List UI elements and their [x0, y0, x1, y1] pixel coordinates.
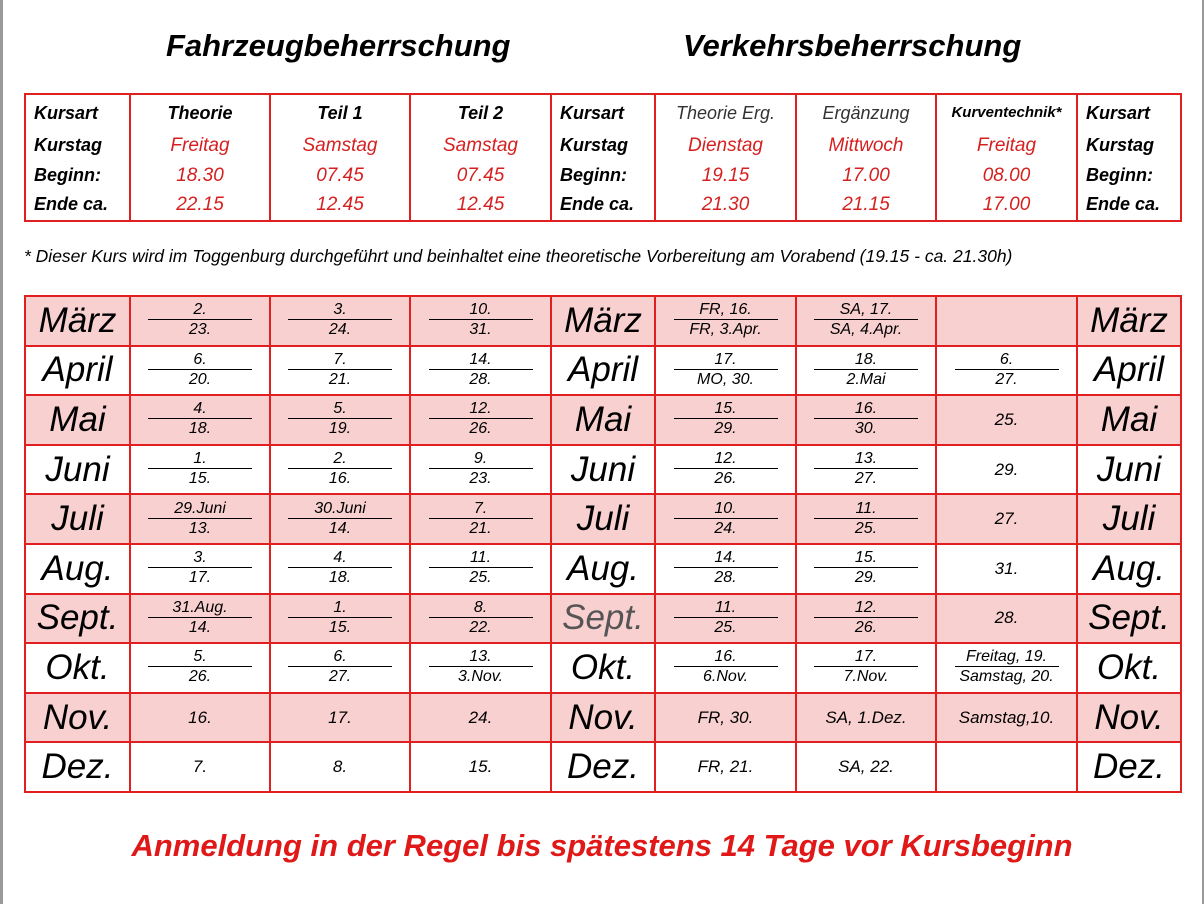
- date-second: MO, 30.: [697, 370, 754, 388]
- date-second: 23.: [188, 321, 212, 339]
- date-first: 3.: [148, 549, 252, 568]
- label-ende: Ende ca.: [560, 194, 635, 214]
- date-single: 7.: [130, 742, 270, 792]
- left-border: [0, 0, 3, 904]
- course-name: Teil 1: [317, 103, 363, 123]
- course-end: 17.00: [982, 194, 1031, 215]
- empty-cell: [936, 742, 1077, 792]
- date-pair: [410, 346, 551, 396]
- date-second: 30.: [854, 420, 878, 438]
- month-name: Sept.: [551, 594, 655, 644]
- date-first: 10.: [674, 500, 778, 519]
- course-name: Teil 2: [457, 103, 504, 123]
- date-single: 8.: [270, 742, 410, 792]
- date-pair: [410, 445, 551, 495]
- date-first: 7.: [429, 500, 533, 519]
- date-second: 15.: [328, 618, 352, 636]
- date-pair: [130, 494, 270, 544]
- month-name: Sept.: [25, 594, 130, 644]
- date-pair: [796, 643, 936, 693]
- date-first: 12.: [814, 599, 918, 618]
- month-name: Dez.: [25, 742, 130, 792]
- label-kurstag: Kurstag: [1086, 135, 1155, 155]
- date-single: 16.: [130, 693, 270, 743]
- date-second: 18.: [328, 569, 352, 587]
- date-single: FR, 30.: [655, 693, 796, 743]
- date-first: 4.: [148, 400, 252, 419]
- date-first: 11.: [674, 599, 778, 618]
- month-name: Okt.: [1077, 643, 1181, 693]
- date-pair: [410, 494, 551, 544]
- month-row: [25, 445, 1181, 495]
- date-pair: [130, 445, 270, 495]
- date-single: SA, 1.Dez.: [796, 693, 936, 743]
- month-row: [25, 346, 1181, 396]
- date-second: 27.: [328, 668, 352, 686]
- date-first: FR, 16.: [674, 301, 778, 320]
- date-pair: [410, 643, 551, 693]
- date-first: 12.: [674, 450, 778, 469]
- date-pair: [796, 445, 936, 495]
- heading-fahrzeug: Fahrzeugbeherrschung: [166, 28, 511, 63]
- registration-notice: Anmeldung in der Regel bis spätestens 14 Tage vor Kursbeginn: [131, 828, 1073, 863]
- date-second: SA, 4.Apr.: [829, 321, 903, 339]
- date-pair: [130, 594, 270, 644]
- course-day: Mittwoch: [828, 135, 904, 156]
- month-name: Dez.: [1077, 742, 1181, 792]
- month-name: April: [1077, 346, 1181, 396]
- label-beginn: Beginn:: [560, 164, 627, 185]
- date-second: 14.: [328, 519, 352, 537]
- date-second: 25.: [714, 618, 737, 636]
- date-second: 28.: [714, 569, 737, 587]
- date-second: 21.: [328, 370, 352, 388]
- date-first: 13.: [429, 648, 533, 667]
- date-pair: [270, 445, 410, 495]
- month-name: Sept.: [1077, 594, 1181, 644]
- date-pair: [655, 296, 796, 346]
- date-pair: [270, 296, 410, 346]
- date-first: 8.: [429, 599, 533, 618]
- month-name: Nov.: [25, 693, 130, 743]
- date-pair: [410, 395, 551, 445]
- heading-verkehr: Verkehrsbeherrschung: [683, 28, 1022, 63]
- label-column-right: [1077, 94, 1181, 221]
- course-day: Freitag: [170, 135, 230, 156]
- date-first: SA, 17.: [814, 301, 918, 320]
- course-column: [270, 94, 410, 221]
- date-pair: [270, 494, 410, 544]
- label-beginn: Beginn:: [1086, 164, 1153, 185]
- date-pair: [130, 296, 270, 346]
- date-first: 14.: [674, 549, 778, 568]
- date-first: 2.: [148, 301, 252, 320]
- date-pair: [130, 395, 270, 445]
- course-name: Ergänzung: [822, 103, 910, 123]
- course-start: 19.15: [701, 164, 750, 186]
- course-column: [655, 94, 796, 221]
- date-second: 25.: [469, 569, 492, 587]
- label-beginn: Beginn:: [34, 164, 101, 185]
- month-name: Dez.: [551, 742, 655, 792]
- date-first: 2.: [288, 450, 392, 469]
- date-single: 15.: [410, 742, 551, 792]
- month-name: März: [551, 296, 655, 346]
- month-name: Nov.: [1077, 693, 1181, 743]
- date-single: 24.: [410, 693, 551, 743]
- date-second: 20.: [188, 370, 212, 388]
- course-day: Samstag: [302, 135, 378, 156]
- empty-cell: [936, 296, 1077, 346]
- date-second: 13.: [188, 519, 212, 537]
- date-second: 16.: [328, 470, 352, 488]
- date-pair: [130, 544, 270, 594]
- date-pair: [936, 346, 1077, 396]
- date-second: 24.: [714, 519, 737, 537]
- date-first: 12.: [429, 400, 533, 419]
- date-pair: [796, 296, 936, 346]
- date-second: 23.: [469, 470, 492, 488]
- course-column: [796, 94, 936, 221]
- course-day: Dienstag: [688, 135, 763, 156]
- date-first: 1.: [288, 599, 392, 618]
- course-day: Samstag: [443, 135, 518, 156]
- date-pair: [270, 544, 410, 594]
- month-row: [25, 494, 1181, 544]
- date-pair: [655, 643, 796, 693]
- month-name: Nov.: [551, 693, 655, 743]
- date-second: 26.: [854, 618, 878, 636]
- date-second: 18.: [188, 420, 212, 438]
- course-start: 07.45: [456, 164, 505, 186]
- course-end: 21.15: [842, 194, 890, 215]
- date-pair: [130, 643, 270, 693]
- date-pair: [270, 395, 410, 445]
- label-column-left: [25, 94, 130, 221]
- date-second: 3.Nov.: [457, 668, 504, 686]
- date-pair: [796, 395, 936, 445]
- course-end: 21.30: [701, 194, 750, 215]
- month-row: [25, 693, 1181, 743]
- label-ende: Ende ca.: [34, 194, 109, 214]
- label-ende: Ende ca.: [1086, 194, 1161, 214]
- date-second: 26.: [714, 470, 737, 488]
- month-row: [25, 395, 1181, 445]
- date-first: 15.: [674, 400, 778, 419]
- course-start: 17.00: [842, 164, 890, 186]
- label-kursart: Kursart: [560, 103, 625, 123]
- month-name: Juli: [25, 494, 130, 544]
- date-first: 7.: [288, 351, 392, 370]
- date-first: 16.: [814, 400, 918, 419]
- date-second: 24.: [328, 321, 352, 339]
- month-name: April: [551, 346, 655, 396]
- date-first: 17.: [674, 351, 778, 370]
- date-pair: [270, 346, 410, 396]
- date-first: 6.: [955, 351, 1059, 370]
- month-name: Juni: [1077, 445, 1181, 495]
- date-first: 31.Aug.: [148, 599, 252, 618]
- footnote: * Dieser Kurs wird im Toggenburg durchgeführt und beinhaltet eine theoretische Vorbereitung am Vorabend (19.15 - ca. 21.30h): [24, 246, 1013, 266]
- month-row: [25, 296, 1181, 346]
- date-single: Samstag,10.: [936, 693, 1077, 743]
- date-first: 29.Juni: [148, 500, 252, 519]
- date-first: 14.: [429, 351, 533, 370]
- date-second: 29.: [714, 420, 737, 438]
- month-name: Aug.: [1077, 544, 1181, 594]
- date-first: 4.: [288, 549, 392, 568]
- date-first: 1.: [148, 450, 252, 469]
- date-first: 17.: [814, 648, 918, 667]
- month-name: Mai: [551, 395, 655, 445]
- course-end: 12.45: [456, 194, 505, 215]
- date-first: 18.: [814, 351, 918, 370]
- date-second: FR, 3.Apr.: [689, 321, 762, 339]
- course-end: 12.45: [316, 194, 364, 215]
- date-pair: [655, 395, 796, 445]
- date-second: 17.: [188, 569, 212, 587]
- month-row: [25, 742, 1181, 792]
- date-single: 28.: [936, 594, 1077, 644]
- date-single: 17.: [270, 693, 410, 743]
- month-name: Juli: [551, 494, 655, 544]
- date-pair: [130, 346, 270, 396]
- course-column: [936, 94, 1077, 221]
- course-dates-table: [24, 295, 1182, 793]
- date-pair: [796, 346, 936, 396]
- date-pair: [796, 494, 936, 544]
- month-name: Okt.: [25, 643, 130, 693]
- date-first: 11.: [429, 549, 533, 568]
- date-second: 27.: [854, 470, 878, 488]
- label-column-middle: [551, 94, 655, 221]
- month-name: April: [25, 346, 130, 396]
- course-start: 08.00: [982, 164, 1031, 186]
- date-pair: [410, 594, 551, 644]
- date-pair: [655, 594, 796, 644]
- date-second: 26.: [188, 668, 212, 686]
- course-name: Theorie: [167, 103, 233, 123]
- date-first: 30.Juni: [288, 500, 392, 519]
- date-second: 26.: [469, 420, 492, 438]
- date-pair: [270, 594, 410, 644]
- date-second: 28.: [469, 370, 492, 388]
- date-first: 11.: [814, 500, 918, 519]
- date-second: 19.: [328, 420, 352, 438]
- date-single: 27.: [936, 494, 1077, 544]
- date-first: Freitag, 19.: [955, 648, 1059, 667]
- date-first: 5.: [148, 648, 252, 667]
- course-times-table: [24, 93, 1182, 222]
- month-name: Mai: [1077, 395, 1181, 445]
- course-name: Theorie Erg.: [675, 103, 776, 123]
- date-second: 6.Nov.: [702, 668, 749, 686]
- month-name: Okt.: [551, 643, 655, 693]
- date-first: 16.: [674, 648, 778, 667]
- date-single: SA, 22.: [796, 742, 936, 792]
- month-name: Aug.: [25, 544, 130, 594]
- course-start: 18.30: [176, 164, 224, 186]
- date-second: 25.: [854, 519, 878, 537]
- date-first: 15.: [814, 549, 918, 568]
- month-row: [25, 643, 1181, 693]
- date-first: 6.: [288, 648, 392, 667]
- month-name: Juli: [1077, 494, 1181, 544]
- date-second: 21.: [469, 519, 492, 537]
- date-pair: [655, 544, 796, 594]
- date-pair: [410, 296, 551, 346]
- date-pair: [936, 643, 1077, 693]
- date-first: 10.: [429, 301, 533, 320]
- date-pair: [655, 346, 796, 396]
- month-name: März: [25, 296, 130, 346]
- course-end: 22.15: [176, 194, 224, 215]
- label-kursart: Kursart: [1086, 103, 1151, 123]
- date-second: Samstag, 20.: [959, 668, 1054, 686]
- date-second: 29.: [854, 569, 878, 587]
- date-second: 15.: [188, 470, 212, 488]
- date-single: 31.: [936, 544, 1077, 594]
- date-single: 29.: [936, 445, 1077, 495]
- month-name: Mai: [25, 395, 130, 445]
- date-first: 3.: [288, 301, 392, 320]
- course-name: Kurventechnik*: [951, 104, 1062, 121]
- course-start: 07.45: [316, 164, 364, 186]
- date-second: 7.Nov.: [843, 668, 889, 686]
- date-pair: [796, 594, 936, 644]
- label-kursart: Kursart: [34, 103, 99, 123]
- month-name: März: [1077, 296, 1181, 346]
- month-name: Juni: [25, 445, 130, 495]
- date-second: 22.: [469, 618, 492, 636]
- label-kurstag: Kurstag: [34, 135, 103, 155]
- date-single: FR, 21.: [655, 742, 796, 792]
- date-first: 9.: [429, 450, 533, 469]
- course-day: Freitag: [976, 135, 1037, 156]
- date-single: 25.: [936, 395, 1077, 445]
- date-second: 14.: [188, 618, 212, 636]
- date-second: 2.Mai: [846, 370, 886, 388]
- course-column: [410, 94, 551, 221]
- month-row: [25, 544, 1181, 594]
- date-pair: [410, 544, 551, 594]
- month-name: Aug.: [551, 544, 655, 594]
- label-kurstag: Kurstag: [560, 135, 629, 155]
- date-pair: [655, 445, 796, 495]
- date-second: 31.: [469, 321, 492, 339]
- month-name: Juni: [551, 445, 655, 495]
- date-second: 27.: [995, 370, 1018, 388]
- month-row: [25, 594, 1181, 644]
- date-pair: [796, 544, 936, 594]
- date-pair: [655, 494, 796, 544]
- course-column: [130, 94, 270, 221]
- date-pair: [270, 643, 410, 693]
- date-first: 5.: [288, 400, 392, 419]
- date-first: 6.: [148, 351, 252, 370]
- date-first: 13.: [814, 450, 918, 469]
